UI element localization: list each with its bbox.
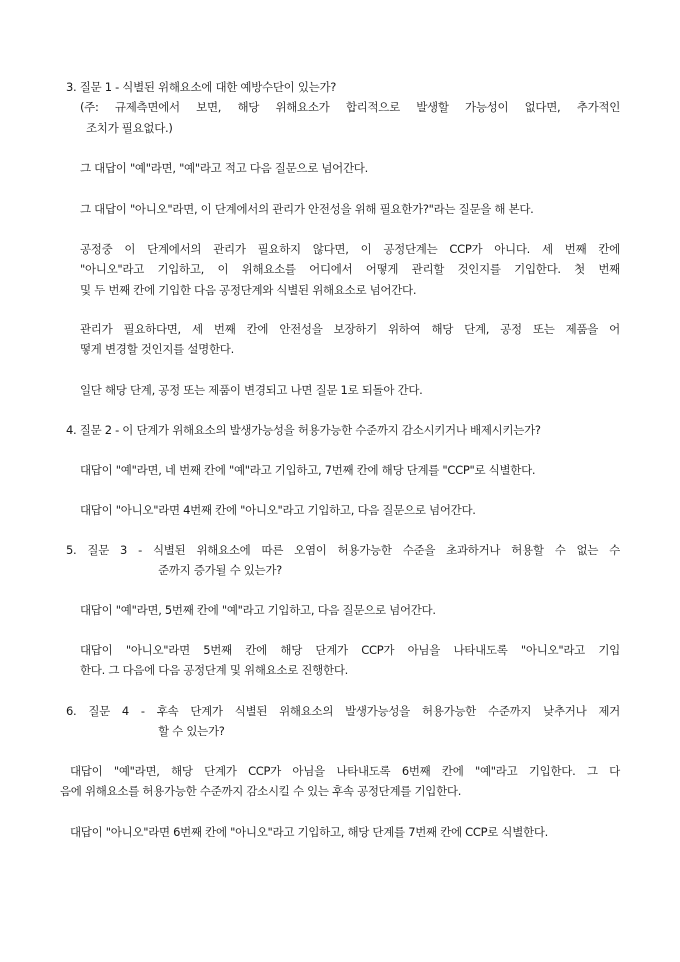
section-3-note-line1: (주: 규제측면에서 보면, 해당 위해요소가 합리적으로 발생할 가능성이 없다면, 추가적인 (80, 100, 620, 114)
section-3-para-3-line1: 공정중 이 단계에서의 관리가 필요하지 않다면, 이 공정단계는 CCP가 아니다. 세 번째 칸에 (80, 242, 620, 256)
section-3-para-4-line2: 떻게 변경할 것인지를 설명한다. (80, 342, 234, 356)
section-4-para-1: 대답이 "예"라면, 네 번째 칸에 "예"라고 기입하고, 7번째 칸에 해당 단계를 "CCP"로 식별한다. (80, 463, 536, 477)
section-6-heading-line2: 할 수 있는가? (158, 724, 225, 738)
section-6-heading-line1: 6. 질문 4 - 후속 단계가 식별된 위해요소의 발생가능성을 허용가능한 수준까지 낮추거나 제거 (66, 704, 620, 718)
section-3-heading: 3. 질문 1 - 식별된 위해요소에 대한 예방수단이 있는가? (66, 80, 337, 94)
section-3-para-4-line1: 관리가 필요하다면, 세 번째 칸에 안전성을 보장하기 위하여 해당 단계, 공정 또는 제품을 어 (80, 322, 620, 336)
section-5-heading-line2: 준까지 증가될 수 있는가? (158, 563, 282, 577)
section-3-para-3-line3: 및 두 번째 칸에 기입한 다음 공정단계와 식별된 위해요소로 넘어간다. (80, 283, 417, 297)
section-5-heading-line1: 5. 질문 3 - 식별된 위해요소에 따른 오염이 허용가능한 수준을 초과하거나 허용할 수 없는 수 (66, 543, 620, 557)
section-4-heading: 4. 질문 2 - 이 단계가 위해요소의 발생가능성을 허용가능한 수준까지 감소시키거나 배제시키는가? (66, 423, 541, 437)
section-4-para-2: 대답이 "아니오"라면 4번째 칸에 "아니오"라고 기입하고, 다음 질문으로 넘어간다. (80, 503, 476, 517)
section-6-para-1-line2: 음에 위해요소를 허용가능한 수준까지 감소시킬 수 있는 후속 공정단계를 기입한다. (60, 784, 462, 798)
section-3-note-line2: 조치가 필요없다.) (86, 121, 173, 135)
section-3-para-5: 일단 해당 단계, 공정 또는 제품이 변경되고 나면 질문 1로 되돌아 간다. (80, 383, 423, 397)
section-3-para-2: 그 대답이 "아니오"라면, 이 단계에서의 관리가 안전성을 위해 필요한가?"라는 질문을 해 본다. (80, 202, 534, 216)
section-5-para-1: 대답이 "예"라면, 5번째 칸에 "예"라고 기입하고, 다음 질문으로 넘어간다. (80, 603, 436, 617)
section-5-para-2-line1: 대답이 "아니오"라면 5번째 칸에 해당 단계가 CCP가 아님을 나타내도록 "아니오"라고 기입 (80, 643, 620, 657)
section-3-para-1: 그 대답이 "예"라면, "예"라고 적고 다음 질문으로 넘어간다. (80, 161, 368, 175)
section-5-para-2-line2: 한다. 그 다음에 다음 공정단계 및 위해요소로 진행한다. (80, 663, 348, 677)
section-3-para-3-line2: "아니오"라고 기입하고, 이 위해요소를 어디에서 어떻게 관리할 것인지를 기입한다. 첫 번째 (80, 262, 620, 276)
section-6-para-1-line1: 대답이 "예"라면, 해당 단계가 CCP가 아님을 나타내도록 6번째 칸에 "예"라고 기입한다. 그 다 (70, 764, 620, 778)
section-6-para-2: 대답이 "아니오"라면 6번째 칸에 "아니오"라고 기입하고, 해당 단계를 7번째 칸에 CCP로 식별한다. (70, 825, 549, 839)
